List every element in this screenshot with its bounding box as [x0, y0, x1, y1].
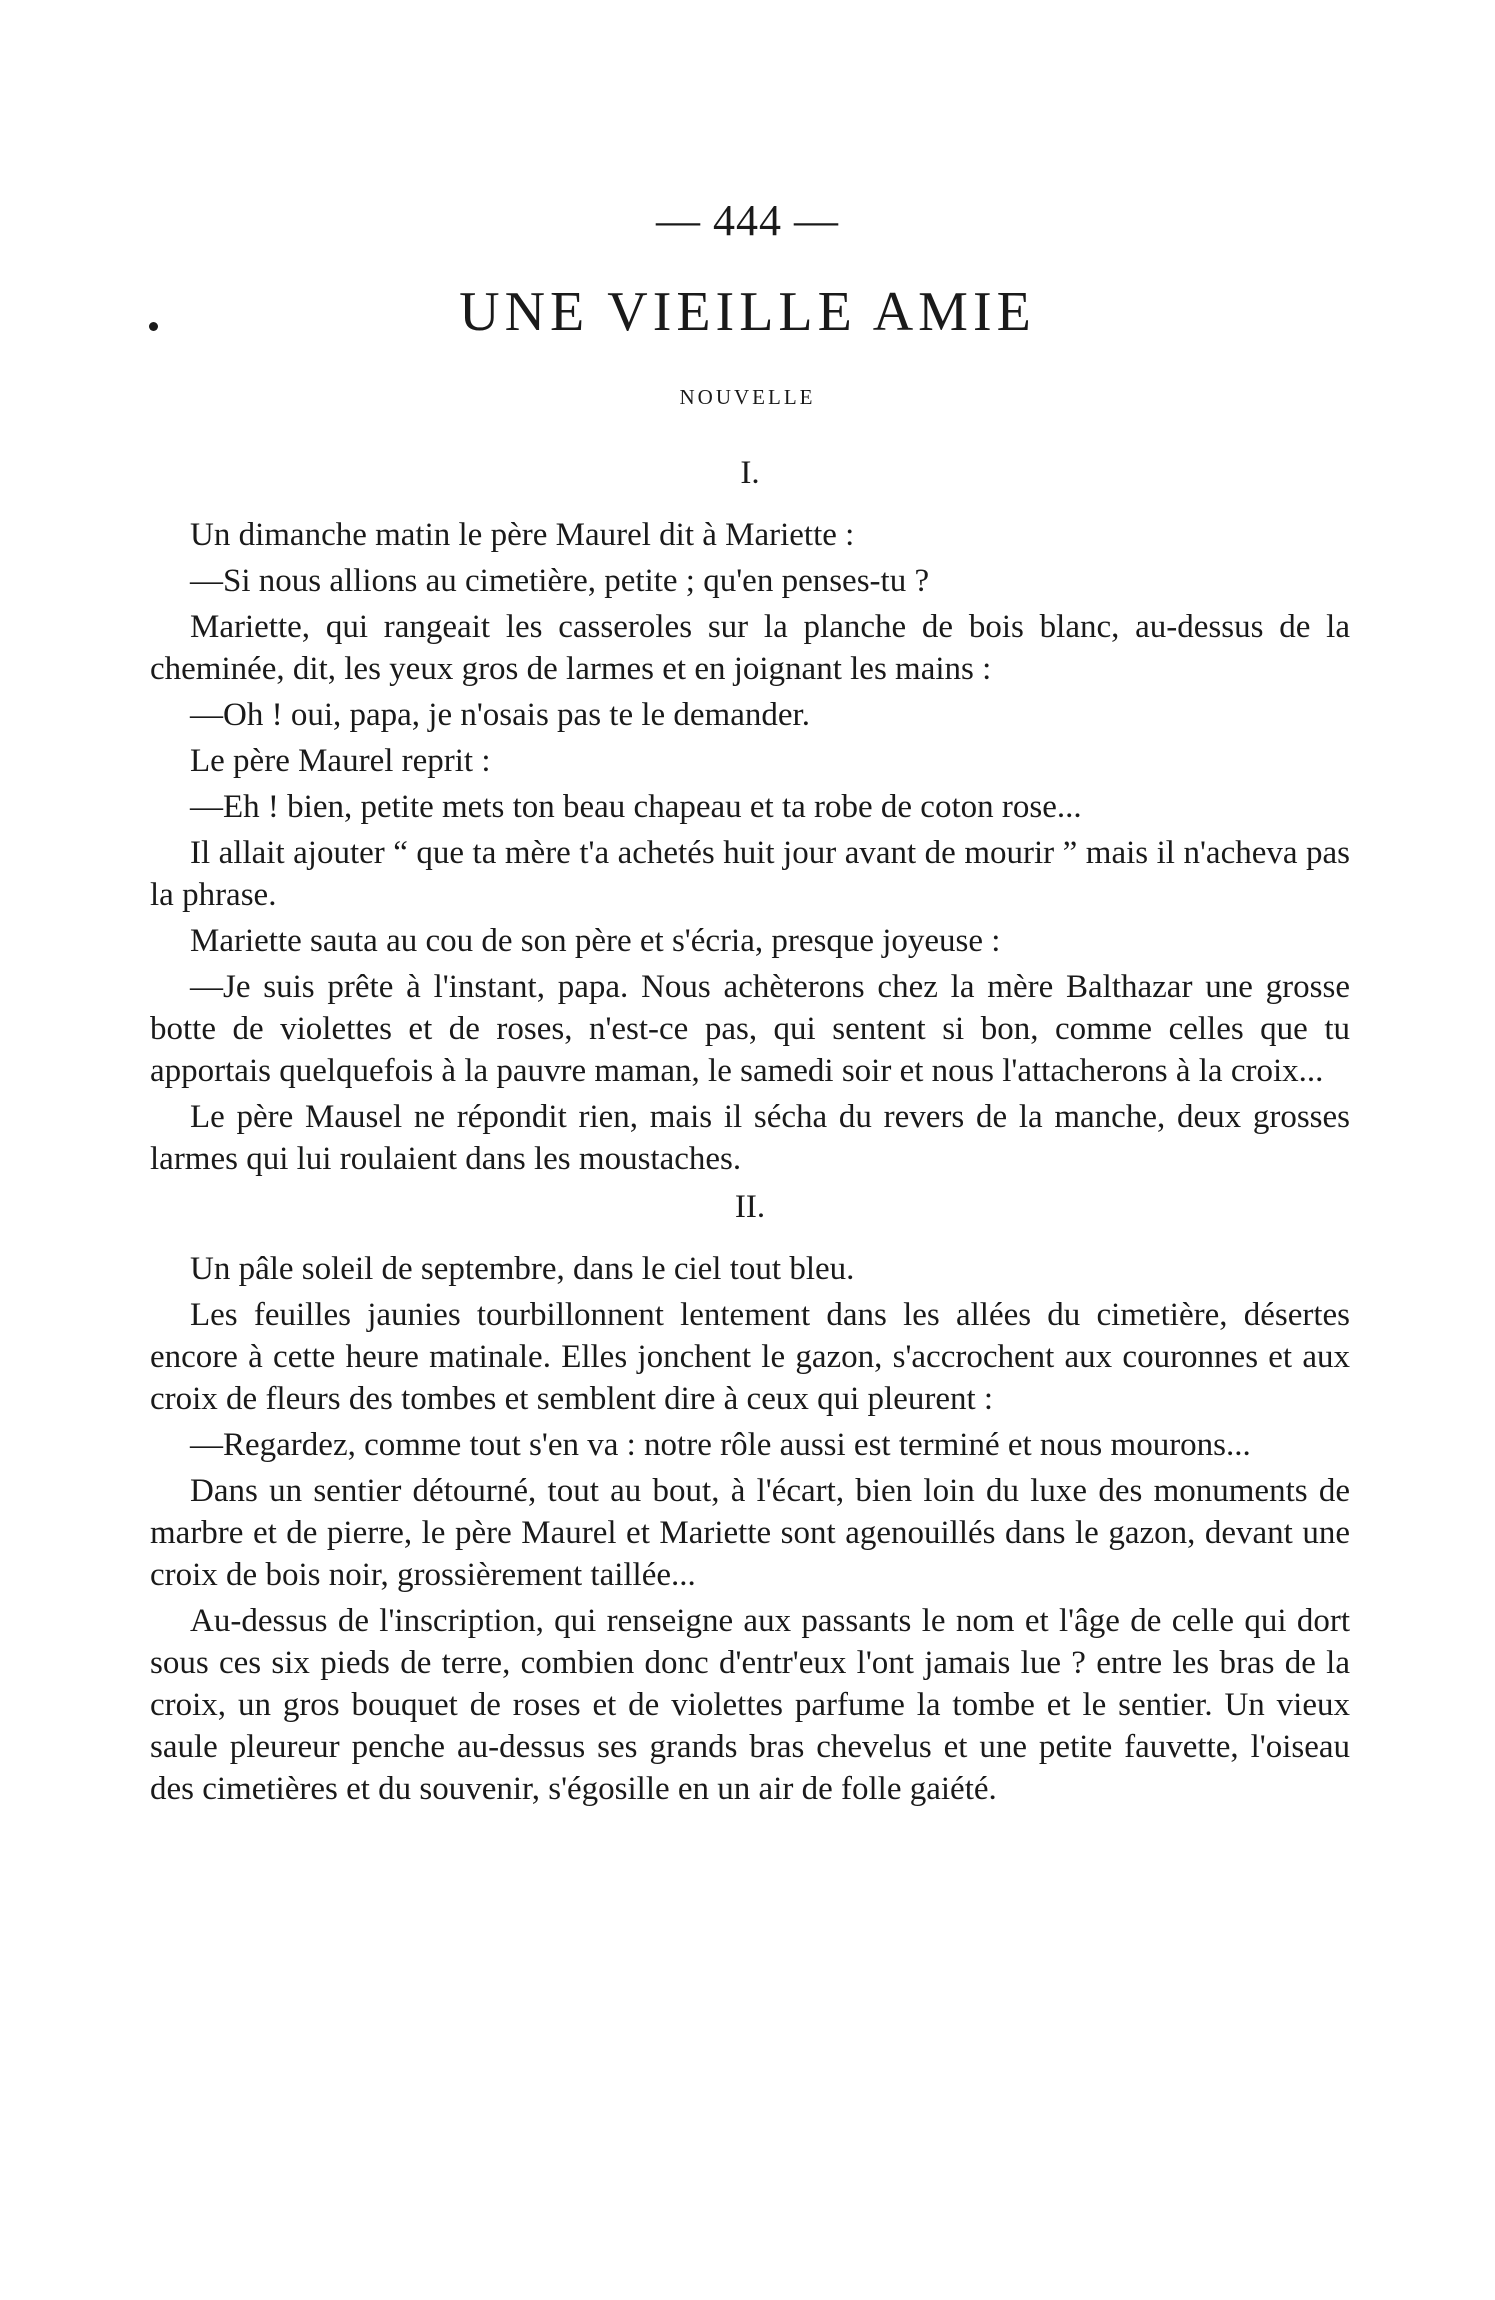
paragraph: Les feuilles jaunies tourbillonnent lentement dans les allées du cimetière, désertes encore à cette heure matinale. Elles jonchent le gazon, s'accrochent aux couronnes et aux croix de fleurs des tombes et semblent dire à ceux qui pleurent :: [150, 1297, 1350, 1417]
paragraph: —Regardez, comme tout s'en va : notre rôle aussi est terminé et nous mourons...: [190, 1427, 1251, 1463]
paragraph: Mariette sauta au cou de son père et s'écria, presque joyeuse :: [190, 923, 1001, 959]
paragraph: Dans un sentier détourné, tout au bout, à l'écart, bien loin du luxe des monuments de marbre et de pierre, le père Maurel et Mariette sont agenouillés dans le gazon, devant une croix de bois noir, grossièrement taillée...: [150, 1473, 1350, 1593]
paragraph: Le père Mausel ne répondit rien, mais il sécha du revers de la manche, deux grosses larmes qui lui roulaient dans les moustaches.: [150, 1099, 1350, 1177]
paragraph: Il allait ajouter “ que ta mère t'a achetés huit jour avant de mourir ” mais il n'acheva pas la phrase.: [150, 835, 1350, 913]
paragraph: Mariette, qui rangeait les casseroles sur la planche de bois blanc, au-dessus de la cheminée, dit, les yeux gros de larmes et en joignant les mains :: [150, 609, 1350, 687]
paragraph: Un dimanche matin le père Maurel dit à Mariette :: [190, 517, 855, 553]
paragraph: —Si nous allions au cimetière, petite ; qu'en penses-tu ?: [190, 563, 930, 599]
paragraph: —Je suis prête à l'instant, papa. Nous achèterons chez la mère Balthazar une grosse botte de violettes et de roses, n'est-ce pas, qui sentent si bon, comme celles que tu apportais quelquefois à la pauvre maman, le samedi soir et nous l'attacherons à la croix...: [150, 969, 1350, 1089]
page-number: — 444 —: [656, 196, 839, 245]
paragraph: —Oh ! oui, papa, je n'osais pas te le demander.: [190, 697, 810, 733]
paragraph: Le père Maurel reprit :: [190, 743, 491, 779]
section-heading-1: I.: [740, 455, 760, 491]
paragraph: Un pâle soleil de septembre, dans le ciel tout bleu.: [190, 1251, 855, 1287]
section-heading-2: II.: [734, 1189, 766, 1225]
paragraph: —Eh ! bien, petite mets ton beau chapeau et ta robe de coton rose...: [190, 789, 1082, 825]
story-subtitle: NOUVELLE: [679, 385, 816, 409]
paragraph: Au-dessus de l'inscription, qui renseigne aux passants le nom et l'âge de celle qui dort sous ces six pieds de terre, combien donc d'entr'eux l'ont jamais lue ? entre les bras de la croix, un gros bouquet de roses et de violettes parfume la tombe et le sentier. Un vieux saule pleureur penche au-dessus ses grands bras chevelus et une petite fauvette, l'oiseau des cimetières et du souvenir, s'égosille en un air de folle gaiété.: [150, 1603, 1350, 1807]
story-body: [150, 452, 1350, 1814]
story-title: UNE VIEILLE AMIE: [459, 281, 1036, 343]
